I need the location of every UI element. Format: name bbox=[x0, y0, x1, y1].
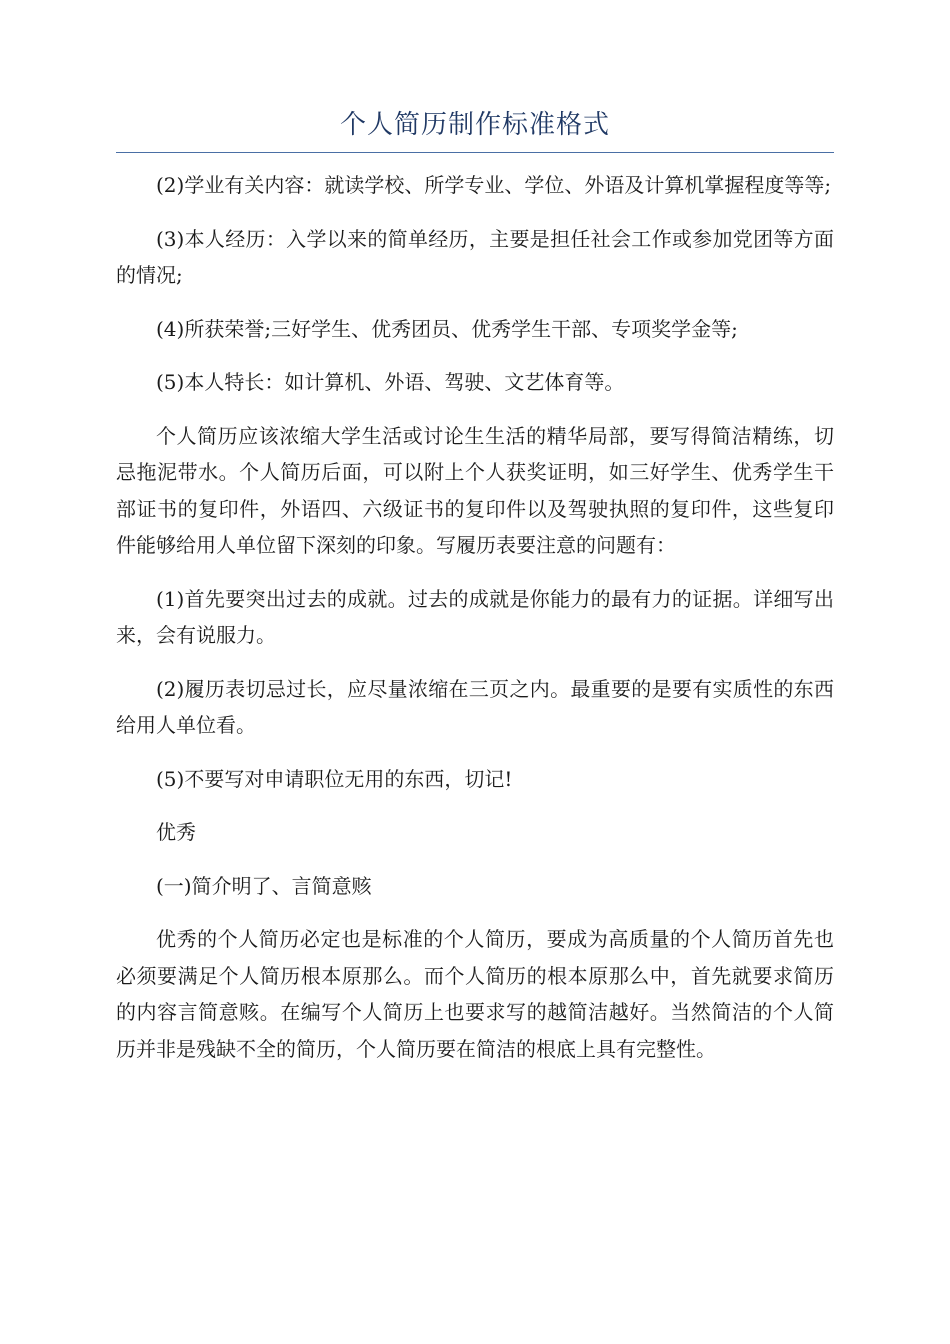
paragraph-tip-irrelevant: (5)不要写对申请职位无用的东西，切记! bbox=[156, 766, 513, 791]
paragraph-tip-achievements: (1)首先要突出过去的成就。过去的成就是你能力的最有力的证据。详细写出来，会有说服力。 bbox=[116, 586, 834, 647]
paragraph-experience: (3)本人经历：入学以来的简单经历，主要是担任社会工作或参加党团等方面的情况; bbox=[116, 226, 834, 287]
document-page bbox=[116, 108, 834, 1084]
section-heading-excellent: 优秀 bbox=[156, 820, 196, 844]
paragraph-tip-length: (2)履历表切忌过长，应尽量浓缩在三页之内。最重要的是要有实质性的东西给用人单位看。 bbox=[116, 676, 834, 737]
paragraph-concise-body: 优秀的个人简历必定也是标准的个人简历，要成为高质量的个人简历首先也必须要满足个人简历根本原那么。而个人简历的根本原那么中，首先就要求简历的内容言简意赅。在编写个人简历上也要求写的越简洁越好。当然简洁的个人简历并非是残缺不全的简历，个人简历要在简洁的根底上具有完整性。 bbox=[116, 927, 834, 1061]
paragraph-skills: (5)本人特长：如计算机、外语、驾驶、文艺体育等。 bbox=[156, 370, 625, 394]
paragraph-summary: 个人简历应该浓缩大学生活或讨论生生活的精华局部，要写得简洁精练，切忌拖泥带水。个人简历后面，可以附上个人获奖证明，如三好学生、优秀学生干部证书的复印件，外语四、六级证书的复印件以及驾驶执照的复印件，这些复印件能够给用人单位留下深刻的印象。写履历表要注意的问题有： bbox=[116, 423, 834, 557]
paragraph-academic-info: (2)学业有关内容：就读学校、所学专业、学位、外语及计算机掌握程度等等; bbox=[156, 173, 832, 197]
paragraph-honors: (4)所获荣誉;三好学生、优秀团员、优秀学生干部、专项奖学金等; bbox=[156, 316, 738, 341]
subsection-heading-concise: (一)简介明了、言简意赅 bbox=[156, 873, 372, 898]
page-title: 个人简历制作标准格式 bbox=[116, 108, 834, 153]
